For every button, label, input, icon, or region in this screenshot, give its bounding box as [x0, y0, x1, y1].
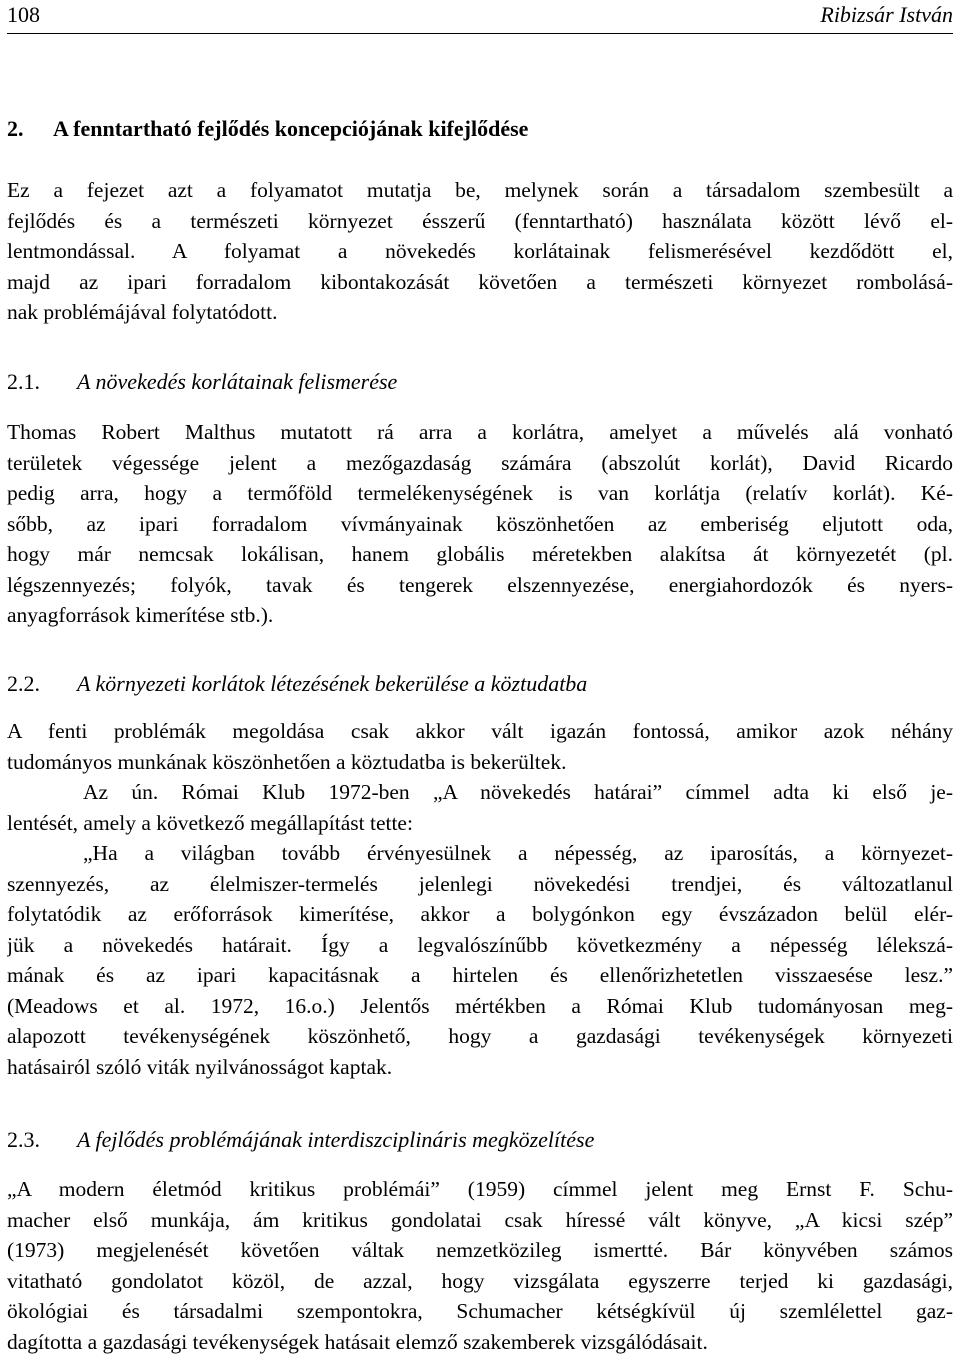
- text-line: ökológiai és társadalmi szempontokra, Schumacher kétségkívül új szemlélettel gaz-: [7, 1299, 953, 1323]
- section-2-2-quote-paragraph: [7, 838, 953, 1082]
- text-line: sőbb, az ipari forradalom vívmányainak köszönhetően az emberiség eljutott oda,: [7, 511, 953, 536]
- section-2-2-paragraph-2: [7, 777, 953, 838]
- section-2-1-paragraph: [7, 417, 953, 631]
- text-line: folytatódik az erőforrások kimerítése, akkor a bolygónkon egy évszázadon belül elér-: [7, 902, 953, 926]
- section-title: A környezeti korlátok létezésének bekerülése a köztudatba: [77, 671, 588, 696]
- text-line: „A modern életmód kritikus problémái” (1959) címmel jelent meg Ernst F. Schu-: [7, 1177, 953, 1201]
- chapter-title: A fenntartható fejlődés koncepciójának kifejlődése: [53, 116, 529, 141]
- text-line: (Meadows et al. 1972, 16.o.) Jelentős mértékben a Római Klub tudományosan meg-: [7, 993, 953, 1018]
- text-line: jük a növekedés határait. Így a legvalószínűbb következmény a népesség lélekszá-: [7, 932, 953, 957]
- text-line: szennyezés, az élelmiszer-termelés jelenlegi növekedési trendjei, és változatlanul: [7, 871, 953, 896]
- text-line: tudományos munkának köszönhetően a köztudatba is bekerültek.: [7, 749, 567, 774]
- text-line: Ez a fejezet azt a folyamatot mutatja be, melynek során a társadalom szembesült a: [7, 178, 953, 202]
- text-line: Thomas Robert Malthus mutatott rá arra a korlátra, amelyet a művelés alá vonható: [7, 420, 953, 444]
- section-number: 2.3.: [7, 1127, 40, 1152]
- section-heading-2-3: [7, 1125, 594, 1155]
- text-line: anyagforrások kimerítése stb.).: [7, 603, 274, 627]
- text-line: légszennyezés; folyók, tavak és tengerek elszennyezése, energiahordozók és nyers-: [7, 572, 953, 597]
- text-line: lentmondással. A folyamat a növekedés korlátainak felismerésével kezdődött el,: [7, 239, 953, 263]
- text-line: (1973) megjelenését követően váltak nemzetközileg ismertté. Bár könyvében számos: [7, 1238, 953, 1262]
- page-number: 108: [7, 2, 40, 27]
- chapter-heading: [7, 114, 528, 144]
- section-heading-2-1: [7, 367, 397, 397]
- text-line: alapozott tevékenységének köszönhető, hogy a gazdasági tevékenységek környezeti: [7, 1024, 953, 1048]
- section-2-3-paragraph: [7, 1174, 953, 1357]
- text-line: dagította a gazdasági tevékenységek hatásait elemző szakemberek vizsgálódásait.: [7, 1329, 708, 1354]
- running-header-author: Ribizsár István: [820, 2, 953, 27]
- text-line: „Ha a világban tovább érvényesülnek a népesség, az iparosítás, a környezet-: [83, 841, 953, 865]
- text-line: vitatható gondolatot közöl, de azzal, hogy vizsgálata egyszerre terjed ki gazdasági,: [7, 1268, 953, 1293]
- text-line: fejlődés és a természeti környezet ésszerű (fenntartható) használata között lévő el-: [7, 208, 953, 233]
- text-line: macher első munkája, ám kritikus gondolatai csak híressé vált könyve, „A kicsi szép”: [7, 1207, 953, 1232]
- text-line: pedig arra, hogy a termőföld termelékenységének is van korlátja (relatív korlát). Ké-: [7, 481, 953, 505]
- section-number: 2.1.: [7, 369, 40, 394]
- section-title: A növekedés korlátainak felismerése: [77, 369, 398, 394]
- intro-paragraph: [7, 175, 953, 328]
- text-line: Az ún. Római Klub 1972-ben „A növekedés határai” címmel adta ki első je-: [83, 780, 953, 804]
- text-line: A fenti problémák megoldása csak akkor vált igazán fontossá, amikor azok néhány: [7, 719, 953, 743]
- text-line: lentését, amely a következő megállapítást tette:: [7, 810, 413, 835]
- text-line: nak problémájával folytatódott.: [7, 300, 278, 324]
- text-line: hatásairól szóló viták nyilvánosságot kaptak.: [7, 1054, 393, 1079]
- text-line: mának és az ipari kapacitásnak a hirtelen és ellenőrizhetetlen visszaesése lesz.”: [7, 963, 953, 987]
- running-header: [7, 0, 953, 34]
- text-line: majd az ipari forradalom kibontakozását követően a természeti környezet rombolásá-: [7, 269, 953, 294]
- section-2-2-paragraph-1: [7, 716, 953, 777]
- section-number: 2.2.: [7, 671, 40, 696]
- text-line: területek végessége jelent a mezőgazdaság számára (abszolút korlát), David Ricardo: [7, 450, 953, 475]
- section-heading-2-2: [7, 669, 587, 699]
- chapter-number: 2.: [7, 116, 24, 141]
- text-line: hogy már nemcsak lokálisan, hanem globális méretekben alakítsa át környezetét (pl.: [7, 542, 953, 566]
- section-title: A fejlődés problémájának interdiszciplináris megközelítése: [77, 1127, 595, 1152]
